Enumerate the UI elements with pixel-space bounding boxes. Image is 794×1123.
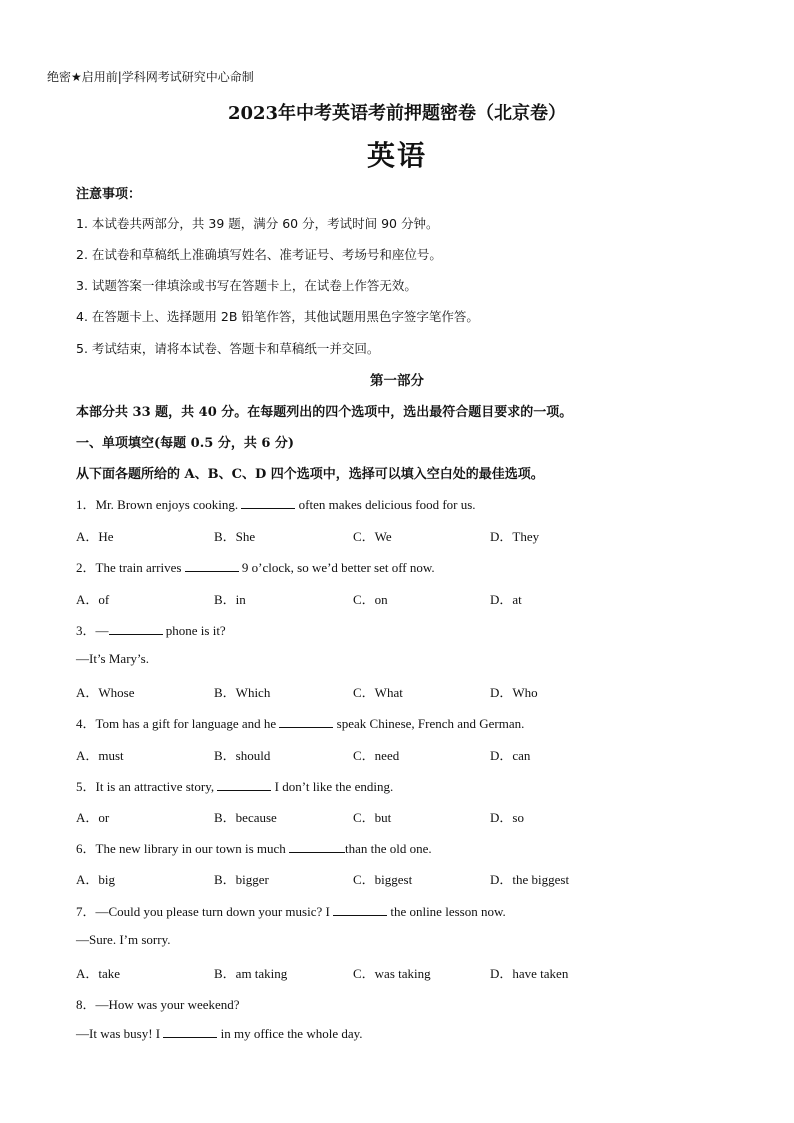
- option-c: C．but: [353, 810, 392, 825]
- part-intro: 本部分共 33 题，共 40 分。在每题列出的四个选项中，选出最符合题目要求的一项。: [76, 405, 573, 420]
- option-b: B．Which: [214, 685, 271, 700]
- option-a: A．must: [76, 748, 124, 763]
- question-text: in my office the whole day.: [217, 1026, 363, 1041]
- question-7: [76, 901, 506, 920]
- question-text: speak Chinese, French and German.: [333, 716, 525, 731]
- section-instruction: 从下面各题所给的 A、B、C、D 四个选项中，选择可以填入空白处的最佳选项。: [76, 467, 544, 482]
- answer-blank: [289, 840, 345, 853]
- notice-heading: 注意事项：: [76, 187, 142, 202]
- question-6: [76, 838, 432, 857]
- answer-blank: [241, 496, 295, 509]
- option-b: B．in: [214, 592, 246, 607]
- option-d: D．have taken: [490, 966, 569, 981]
- option-a: A．big: [76, 872, 116, 887]
- option-c: C．biggest: [353, 872, 413, 887]
- answer-blank: [185, 559, 239, 572]
- option-b: B．because: [214, 810, 277, 825]
- notice-item: 5. 考试结束，请将本试卷、答题卡和草稿纸一并交回。: [76, 341, 380, 356]
- secret-notice: 绝密★启用前|学科网考试研究中心命制: [47, 70, 254, 84]
- question-text: phone is it?: [162, 623, 226, 638]
- question-text: the online lesson now.: [387, 904, 506, 919]
- subject-title: 英语: [366, 139, 427, 172]
- option-b: B．am taking: [214, 966, 288, 981]
- question-text: —It was busy! I: [76, 1026, 164, 1041]
- question-4: [76, 713, 524, 732]
- option-d: D．They: [490, 529, 540, 544]
- question-text: 4．Tom has a gift for language and he: [76, 716, 280, 731]
- question-text: 9 o’clock, so we’d better set off now.: [238, 560, 435, 575]
- section-title: 一、单项填空(每题 0.5 分，共 6 分): [76, 436, 295, 451]
- option-c: C．on: [353, 592, 388, 607]
- answer-blank: [333, 903, 387, 916]
- part-title: 第一部分: [370, 373, 424, 389]
- question-2: [76, 557, 435, 576]
- notice-item: 3. 试题答案一律填涂或书写在答题卡上，在试卷上作答无效。: [76, 278, 417, 293]
- option-b: B．should: [214, 748, 271, 763]
- option-d: D．can: [490, 748, 531, 763]
- option-d: D．at: [490, 592, 522, 607]
- option-a: A．of: [76, 592, 110, 607]
- exam-title: 2023年中考英语考前押题密卷（北京卷）: [227, 103, 567, 124]
- question-text: 6．The new library in our town is much: [76, 841, 290, 856]
- question-text: 2．The train arrives: [76, 560, 185, 575]
- option-a: A．or: [76, 810, 110, 825]
- question-text: 1．Mr. Brown enjoys cooking.: [76, 497, 242, 512]
- question-1: [76, 494, 476, 513]
- question-text: I don’t like the ending.: [271, 779, 394, 794]
- question-text: often makes delicious food for us.: [295, 497, 476, 512]
- option-b: B．She: [214, 529, 256, 544]
- question-8: 8．—How was your weekend?: [76, 997, 240, 1012]
- answer-blank: [163, 1025, 217, 1038]
- question-text: 3．—: [76, 623, 109, 638]
- option-b: B．bigger: [214, 872, 269, 887]
- question-text: 7．—Could you please turn down your music? I: [76, 904, 334, 919]
- answer-blank: [279, 715, 333, 728]
- option-c: C．We: [353, 529, 392, 544]
- question-reply: —It’s Mary’s.: [76, 651, 149, 666]
- option-d: D．Who: [490, 685, 538, 700]
- notice-item: 1. 本试卷共两部分，共 39 题，满分 60 分，考试时间 90 分钟。: [76, 216, 439, 231]
- question-3: [76, 620, 226, 639]
- answer-blank: [217, 778, 271, 791]
- question-text: 5．It is an attractive story,: [76, 779, 218, 794]
- option-a: A．Whose: [76, 685, 135, 700]
- option-a: A．take: [76, 966, 121, 981]
- option-a: A．He: [76, 529, 114, 544]
- question-reply: [76, 1025, 363, 1042]
- question-5: [76, 776, 393, 795]
- option-d: D．so: [490, 810, 524, 825]
- option-c: C．was taking: [353, 966, 431, 981]
- question-text: than the old one.: [345, 841, 432, 856]
- notice-item: 4. 在答题卡上、选择题用 2B 铅笔作答，其他试题用黑色字签字笔作答。: [76, 309, 479, 324]
- notice-item: 2. 在试卷和草稿纸上准确填写姓名、准考证号、考场号和座位号。: [76, 247, 442, 262]
- option-d: D．the biggest: [490, 872, 570, 887]
- option-c: C．What: [353, 685, 403, 700]
- option-c: C．need: [353, 748, 400, 763]
- question-reply: —Sure. I’m sorry.: [76, 932, 171, 947]
- answer-blank: [109, 622, 163, 635]
